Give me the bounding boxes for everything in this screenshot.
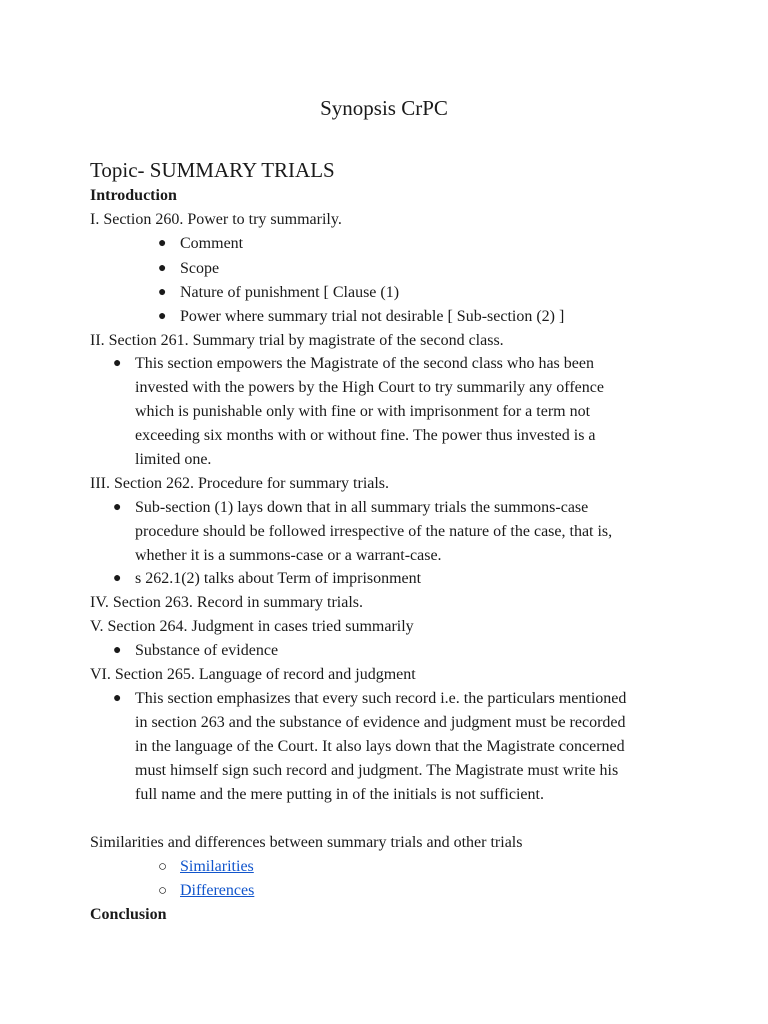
similarities-heading: Similarities and differences between summary trials and other trials [90,834,523,851]
section-265-heading: VI. Section 265. Language of record and judgment [90,666,416,683]
bullet-icon: ● [113,691,122,706]
topic-heading: Topic- SUMMARY TRIALS [90,158,335,182]
paragraph-line: This section emphasizes that every such record i.e. the particulars mentioned [135,690,627,707]
section-264-heading: V. Section 264. Judgment in cases tried summarily [90,618,414,635]
paragraph-line: This section empowers the Magistrate of the second class who has been [135,355,594,372]
bullet-icon: ● [158,261,167,276]
list-item-text: Power where summary trial not desirable [ Sub-section (2) ] [180,308,565,325]
list-item-text: Scope [180,260,220,277]
section-260-heading: I. Section 260. Power to try summarily. [90,211,342,228]
section-262-heading: III. Section 262. Procedure for summary trials. [90,475,390,492]
bullet-icon: ● [113,643,122,658]
section-263-heading: IV. Section 263. Record in summary trials. [90,594,363,611]
circle-bullet-icon: ○ [158,859,168,875]
circle-bullet-icon: ○ [158,883,168,899]
paragraph-line: limited one. [135,451,212,468]
bullet-icon: ● [113,356,122,371]
paragraph-line: must himself sign such record and judgment. The Magistrate must write his [135,762,619,779]
list-item-text: Comment [180,235,244,252]
paragraph-line: whether it is a summons-case or a warrant-case. [135,547,442,564]
bullet-icon: ● [158,309,167,324]
paragraph-line: in the language of the Court. It also lays down that the Magistrate concerned [135,738,625,755]
paragraph-line: procedure should be followed irrespective of the nature of the case, that is, [135,523,613,540]
page-title: Synopsis CrPC [320,96,448,120]
paragraph-line: in section 263 and the substance of evidence and judgment must be recorded [135,714,626,731]
bullet-icon: ● [158,236,167,251]
similarities-link[interactable]: Similarities [180,858,254,875]
paragraph-line: invested with the powers by the High Court to try summarily any offence [135,379,604,396]
conclusion-heading: Conclusion [90,906,167,923]
list-item-text: Substance of evidence [135,642,279,659]
introduction-heading: Introduction [90,187,177,204]
bullet-icon: ● [113,571,122,586]
list-item-text: Nature of punishment [ Clause (1) [180,284,400,301]
bullet-icon: ● [113,500,122,515]
paragraph-line: which is punishable only with fine or with imprisonment for a term not [135,403,591,420]
paragraph-line: exceeding six months with or without fine. The power thus invested is a [135,427,596,444]
list-item-text: s 262.1(2) talks about Term of imprisonment [135,570,422,587]
differences-link[interactable]: Differences [180,882,255,899]
paragraph-line: full name and the mere putting in of the initials is not sufficient. [135,786,544,803]
section-261-heading: II. Section 261. Summary trial by magistrate of the second class. [90,332,504,349]
bullet-icon: ● [158,285,167,300]
paragraph-line: Sub-section (1) lays down that in all summary trials the summons-case [135,499,589,516]
